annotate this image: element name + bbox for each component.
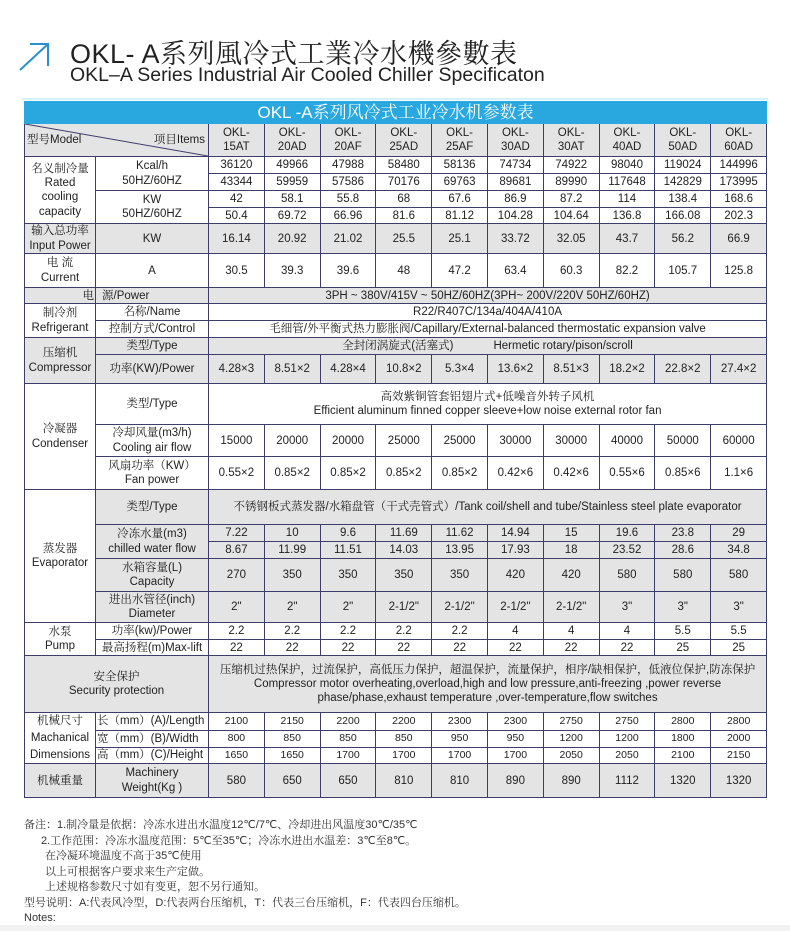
value-cell: 86.9: [487, 191, 543, 208]
value-cell: 13.6×2: [487, 355, 543, 384]
value-cell: 850: [376, 730, 432, 747]
note-line: 在冷凝环境温度不高于35℃使用: [45, 850, 202, 862]
value-cell: 39.6: [320, 254, 376, 288]
weight-sub-label: Machinery Weight(Kg ): [96, 764, 209, 798]
value-cell: 0.55×2: [209, 457, 265, 490]
value-cell: 1.1×6: [711, 457, 767, 490]
value-cell: 87.2: [543, 191, 599, 208]
value-cell: 30.5: [209, 254, 265, 288]
value-cell: 2.2: [432, 623, 488, 640]
value-cell: 2300: [487, 713, 543, 731]
value-cell: 11.69: [376, 525, 432, 542]
value-cell: 15: [543, 525, 599, 542]
height-label: 高（mm）(C)/Height: [96, 747, 209, 764]
value-cell: 138.4: [655, 191, 711, 208]
value-cell: 114: [599, 191, 655, 208]
condenser-air-label: 冷却风量(m3/h) Cooling air flow: [96, 425, 209, 457]
weight-label: 机械重量: [25, 764, 96, 798]
input-power-label: 输入总功率 Input Power: [25, 224, 96, 254]
value-cell: 0.85×2: [264, 457, 320, 490]
model-header: OKL- 20AF: [320, 124, 376, 157]
power-label-b: 源/Power: [96, 288, 209, 304]
value-cell: 27.4×2: [711, 355, 767, 384]
value-cell: 10: [264, 525, 320, 542]
value-cell: 74922: [543, 157, 599, 174]
value-cell: 890: [487, 764, 543, 798]
value-cell: 0.85×2: [376, 457, 432, 490]
value-cell: 20000: [264, 425, 320, 457]
value-cell: 142829: [655, 174, 711, 191]
compressor-type-value: [209, 338, 767, 355]
value-cell: 0.85×6: [655, 457, 711, 490]
value-cell: 66.9: [711, 224, 767, 254]
security-label: 安全保护 Security protection: [25, 656, 209, 713]
value-cell: 7.22: [209, 525, 265, 542]
value-cell: 2.2: [264, 623, 320, 640]
value-cell: 1320: [655, 764, 711, 798]
value-cell: 29: [711, 525, 767, 542]
value-cell: 25.1: [432, 224, 488, 254]
notes: [24, 818, 466, 927]
value-cell: 55.8: [320, 191, 376, 208]
compressor-type-cn: 全封闭涡旋式(活塞式): [342, 340, 454, 353]
evaporator-capacity-label: 水箱容量(L) Capacity: [96, 559, 209, 592]
value-cell: 2-1/2": [376, 592, 432, 623]
value-cell: 2200: [376, 713, 432, 731]
value-cell: 2": [209, 592, 265, 623]
value-cell: 420: [543, 559, 599, 592]
evaporator-type-value: 不锈钢板式蒸发器/水箱盘管（干式壳管式）/Tank coil/shell and tube/Stainless steel plate evaporator: [209, 490, 767, 525]
value-cell: 50000: [655, 425, 711, 457]
arrow-up-right-icon: [18, 40, 58, 72]
value-cell: 25: [655, 640, 711, 656]
value-cell: 18: [543, 542, 599, 559]
value-cell: 1320: [711, 764, 767, 798]
value-cell: 3": [655, 592, 711, 623]
kw-unit: KW 50HZ/60HZ: [96, 191, 209, 224]
value-cell: 74734: [487, 157, 543, 174]
value-cell: 105.7: [655, 254, 711, 288]
value-cell: 25000: [376, 425, 432, 457]
compressor-type-en: Hermetic rotary/pison/scroll: [493, 340, 633, 353]
value-cell: 20.92: [264, 224, 320, 254]
value-cell: 2800: [655, 713, 711, 731]
value-cell: 14.94: [487, 525, 543, 542]
value-cell: 19.6: [599, 525, 655, 542]
value-cell: 2-1/2": [487, 592, 543, 623]
note-line: 型号说明：A:代表风冷型，D:代表两台压缩机，T：代表三台压缩机，F：代表四台压缩机。: [24, 896, 466, 909]
value-cell: 4: [487, 623, 543, 640]
value-cell: 49966: [264, 157, 320, 174]
value-cell: 22: [543, 640, 599, 656]
value-cell: 950: [432, 730, 488, 747]
value-cell: 650: [320, 764, 376, 798]
value-cell: 580: [655, 559, 711, 592]
value-cell: 40000: [599, 425, 655, 457]
note-line: Notes:: [24, 912, 56, 924]
value-cell: 3": [711, 592, 767, 623]
pump-lift-label: 最高扬程(m)Max-lift: [96, 640, 209, 656]
value-cell: 1200: [543, 730, 599, 747]
model-header: OKL- 15AT: [209, 124, 265, 157]
items-label: 项目Items: [153, 134, 205, 147]
value-cell: 810: [432, 764, 488, 798]
model-header: OKL- 30AT: [543, 124, 599, 157]
value-cell: 14.03: [376, 542, 432, 559]
value-cell: 350: [432, 559, 488, 592]
value-cell: 59959: [264, 174, 320, 191]
value-cell: 22.8×2: [655, 355, 711, 384]
value-cell: 1112: [599, 764, 655, 798]
value-cell: 22: [432, 640, 488, 656]
value-cell: 580: [209, 764, 265, 798]
current-unit: A: [96, 254, 209, 288]
value-cell: 23.52: [599, 542, 655, 559]
value-cell: 166.08: [655, 208, 711, 224]
power-label-a: 电: [25, 288, 96, 304]
value-cell: 22: [320, 640, 376, 656]
value-cell: 30000: [543, 425, 599, 457]
value-cell: 25: [711, 640, 767, 656]
value-cell: 36120: [209, 157, 265, 174]
value-cell: 950: [487, 730, 543, 747]
value-cell: 850: [320, 730, 376, 747]
value-cell: 34.8: [711, 542, 767, 559]
footer-bar: [0, 925, 790, 931]
value-cell: 66.96: [320, 208, 376, 224]
length-label: 长（mm）(A)/Length: [96, 713, 209, 731]
value-cell: 1800: [655, 730, 711, 747]
evaporator-label: 蒸发器 Evaporator: [25, 490, 96, 623]
value-cell: 48: [376, 254, 432, 288]
value-cell: 2150: [711, 747, 767, 764]
model-label: 型号Model: [27, 134, 82, 147]
value-cell: 2.2: [320, 623, 376, 640]
value-cell: 810: [376, 764, 432, 798]
power-value: 3PH ~ 380V/415V ~ 50HZ/60HZ(3PH~ 200V/220V 50HZ/60HZ): [209, 288, 767, 304]
value-cell: 4: [599, 623, 655, 640]
value-cell: 69763: [432, 174, 488, 191]
divider: [22, 98, 768, 100]
value-cell: 144996: [711, 157, 767, 174]
kcal-unit: Kcal/h 50HZ/60HZ: [96, 157, 209, 191]
value-cell: 17.93: [487, 542, 543, 559]
model-header: OKL- 40AD: [599, 124, 655, 157]
value-cell: 0.55×6: [599, 457, 655, 490]
value-cell: 18.2×2: [599, 355, 655, 384]
value-cell: 1700: [487, 747, 543, 764]
refrigerant-label: 制冷剂 Refrigerant: [25, 304, 96, 338]
value-cell: 2200: [320, 713, 376, 731]
value-cell: 42: [209, 191, 265, 208]
value-cell: 47.2: [432, 254, 488, 288]
value-cell: 350: [320, 559, 376, 592]
value-cell: 8.67: [209, 542, 265, 559]
note-line: 2.工作范围：冷冻水温度范围：5℃至35℃；冷冻水进出水温差：3℃至8℃。: [41, 834, 417, 847]
value-cell: 11.51: [320, 542, 376, 559]
value-cell: 2": [320, 592, 376, 623]
current-label: 电 流 Current: [25, 254, 96, 288]
value-cell: 580: [599, 559, 655, 592]
value-cell: 43344: [209, 174, 265, 191]
value-cell: 104.64: [543, 208, 599, 224]
value-cell: 2750: [543, 713, 599, 731]
value-cell: 5.5: [655, 623, 711, 640]
value-cell: 202.3: [711, 208, 767, 224]
value-cell: 70176: [376, 174, 432, 191]
value-cell: 104.28: [487, 208, 543, 224]
value-cell: 39.3: [264, 254, 320, 288]
model-header: OKL- 25AD: [376, 124, 432, 157]
model-header: OKL- 50AD: [655, 124, 711, 157]
value-cell: 4: [543, 623, 599, 640]
value-cell: 21.02: [320, 224, 376, 254]
value-cell: 63.4: [487, 254, 543, 288]
compressor-power-label: 功率(KW)/Power: [96, 355, 209, 384]
value-cell: 5.3×4: [432, 355, 488, 384]
condenser-label: 冷凝器 Condenser: [25, 384, 96, 490]
value-cell: 2": [264, 592, 320, 623]
table-banner: OKL -A系列风冷式工业冷水机参数表: [25, 102, 767, 124]
value-cell: 28.6: [655, 542, 711, 559]
value-cell: 2050: [599, 747, 655, 764]
value-cell: 33.72: [487, 224, 543, 254]
page-subtitle: OKL–A Series Industrial Air Cooled Chiller Specificaton: [70, 64, 545, 86]
value-cell: 350: [264, 559, 320, 592]
value-cell: 136.8: [599, 208, 655, 224]
value-cell: 69.72: [264, 208, 320, 224]
value-cell: 11.99: [264, 542, 320, 559]
refrigerant-name-label: 名称/Name: [96, 304, 209, 321]
value-cell: 32.05: [543, 224, 599, 254]
model-header: OKL- 25AF: [432, 124, 488, 157]
compressor-type-label: 类型/Type: [96, 338, 209, 355]
dimensions-label: 机械尺寸 Machanical Dimensions: [25, 713, 96, 764]
spec-table: [24, 101, 767, 798]
header-row: [25, 124, 767, 157]
value-cell: 25000: [432, 425, 488, 457]
value-cell: 2.2: [376, 623, 432, 640]
compressor-label: 压缩机 Compressor: [25, 338, 96, 384]
evaporator-diameter-label: 进出水管径(inch) Diameter: [96, 592, 209, 623]
value-cell: 16.14: [209, 224, 265, 254]
refrigerant-name-value: R22/R407C/134a/404A/410A: [209, 304, 767, 321]
value-cell: 47988: [320, 157, 376, 174]
value-cell: 2-1/2": [432, 592, 488, 623]
value-cell: 58.1: [264, 191, 320, 208]
value-cell: 22: [599, 640, 655, 656]
value-cell: 0.42×6: [487, 457, 543, 490]
value-cell: 82.2: [599, 254, 655, 288]
value-cell: 3": [599, 592, 655, 623]
model-header: OKL- 20AD: [264, 124, 320, 157]
value-cell: 58136: [432, 157, 488, 174]
value-cell: 81.12: [432, 208, 488, 224]
value-cell: 8.51×3: [543, 355, 599, 384]
value-cell: 22: [376, 640, 432, 656]
value-cell: 2.2: [209, 623, 265, 640]
value-cell: 168.6: [711, 191, 767, 208]
value-cell: 2800: [711, 713, 767, 731]
value-cell: 0.85×2: [320, 457, 376, 490]
value-cell: 43.7: [599, 224, 655, 254]
value-cell: 270: [209, 559, 265, 592]
value-cell: 125.8: [711, 254, 767, 288]
value-cell: 57586: [320, 174, 376, 191]
value-cell: 117648: [599, 174, 655, 191]
evaporator-flow-label: 冷冻水量(m3) chilled water flow: [96, 525, 209, 559]
condenser-fan-label: 风扇功率（KW） Fan power: [96, 457, 209, 490]
model-header: OKL- 60AD: [711, 124, 767, 157]
value-cell: 2100: [655, 747, 711, 764]
value-cell: 50.4: [209, 208, 265, 224]
value-cell: 890: [543, 764, 599, 798]
value-cell: 10.8×2: [376, 355, 432, 384]
value-cell: 11.62: [432, 525, 488, 542]
value-cell: 22: [487, 640, 543, 656]
value-cell: 67.6: [432, 191, 488, 208]
value-cell: 22: [209, 640, 265, 656]
value-cell: 2000: [711, 730, 767, 747]
value-cell: 2300: [432, 713, 488, 731]
width-label: 宽（mm）(B)/Width: [96, 730, 209, 747]
evaporator-type-label: 类型/Type: [96, 490, 209, 525]
value-cell: 56.2: [655, 224, 711, 254]
pump-label: 水泵 Pump: [25, 623, 96, 656]
value-cell: 13.95: [432, 542, 488, 559]
value-cell: 1700: [432, 747, 488, 764]
value-cell: 58480: [376, 157, 432, 174]
value-cell: 800: [209, 730, 265, 747]
note-line: 以上可根据客户要求来生产定做。: [45, 865, 210, 878]
value-cell: 173995: [711, 174, 767, 191]
value-cell: 68: [376, 191, 432, 208]
value-cell: 2150: [264, 713, 320, 731]
value-cell: 1650: [209, 747, 265, 764]
value-cell: 4.28×4: [320, 355, 376, 384]
value-cell: 650: [264, 764, 320, 798]
value-cell: 22: [264, 640, 320, 656]
value-cell: 81.6: [376, 208, 432, 224]
pump-power-label: 功率(kw)/Power: [96, 623, 209, 640]
value-cell: 25.5: [376, 224, 432, 254]
value-cell: 60000: [711, 425, 767, 457]
value-cell: 119024: [655, 157, 711, 174]
value-cell: 23.8: [655, 525, 711, 542]
condenser-type-value: 高效紫铜管套铝翅片式+低噪音外转子风机 Efficient aluminum finned copper sleeve+low noise external rotor fan: [209, 384, 767, 425]
note-line: 备注：1.制冷量是依据：冷冻水进出水温度12℃/7℃、冷却进出风温度30℃/35℃: [24, 819, 418, 831]
value-cell: 4.28×3: [209, 355, 265, 384]
condenser-type-label: 类型/Type: [96, 384, 209, 425]
page-title: OKL- A系列風冷式工業冷水機參數表: [70, 39, 518, 69]
value-cell: 1200: [599, 730, 655, 747]
value-cell: 350: [376, 559, 432, 592]
input-power-unit: KW: [96, 224, 209, 254]
value-cell: 30000: [487, 425, 543, 457]
value-cell: 1700: [376, 747, 432, 764]
value-cell: 15000: [209, 425, 265, 457]
value-cell: 2750: [599, 713, 655, 731]
value-cell: 89990: [543, 174, 599, 191]
value-cell: 1700: [320, 747, 376, 764]
refrigerant-control-value: 毛细管/外平衡式热力膨胀阀/Capillary/External-balanced thermostatic expansion valve: [209, 321, 767, 338]
value-cell: 5.5: [711, 623, 767, 640]
note-line: 上述规格参数尺寸如有变更，恕不另行通知。: [45, 881, 265, 893]
value-cell: 2-1/2": [543, 592, 599, 623]
value-cell: 0.42×6: [543, 457, 599, 490]
value-cell: 8.51×2: [264, 355, 320, 384]
value-cell: 1650: [264, 747, 320, 764]
value-cell: 850: [264, 730, 320, 747]
value-cell: 60.3: [543, 254, 599, 288]
security-value: 压缩机过热保护，过流保护，高低压力保护，超温保护，流量保护，相序/缺相保护，低液位保护,防冻保护 Compressor motor overheating,overload,high and low pressure,anti-freezing ,power reverse phase/phase,exhaust temperature ,over-temperature,flow switches: [209, 656, 767, 713]
value-cell: 98040: [599, 157, 655, 174]
value-cell: 580: [711, 559, 767, 592]
value-cell: 420: [487, 559, 543, 592]
value-cell: 2050: [543, 747, 599, 764]
value-cell: 20000: [320, 425, 376, 457]
value-cell: 9.6: [320, 525, 376, 542]
value-cell: 0.85×2: [432, 457, 488, 490]
model-header: OKL- 30AD: [487, 124, 543, 157]
corner-cell: [25, 124, 209, 157]
rated-label: 名义制冷量 Rated cooling capacity: [25, 157, 96, 224]
refrigerant-control-label: 控制方式/Control: [96, 321, 209, 338]
value-cell: 89681: [487, 174, 543, 191]
value-cell: 2100: [209, 713, 265, 731]
